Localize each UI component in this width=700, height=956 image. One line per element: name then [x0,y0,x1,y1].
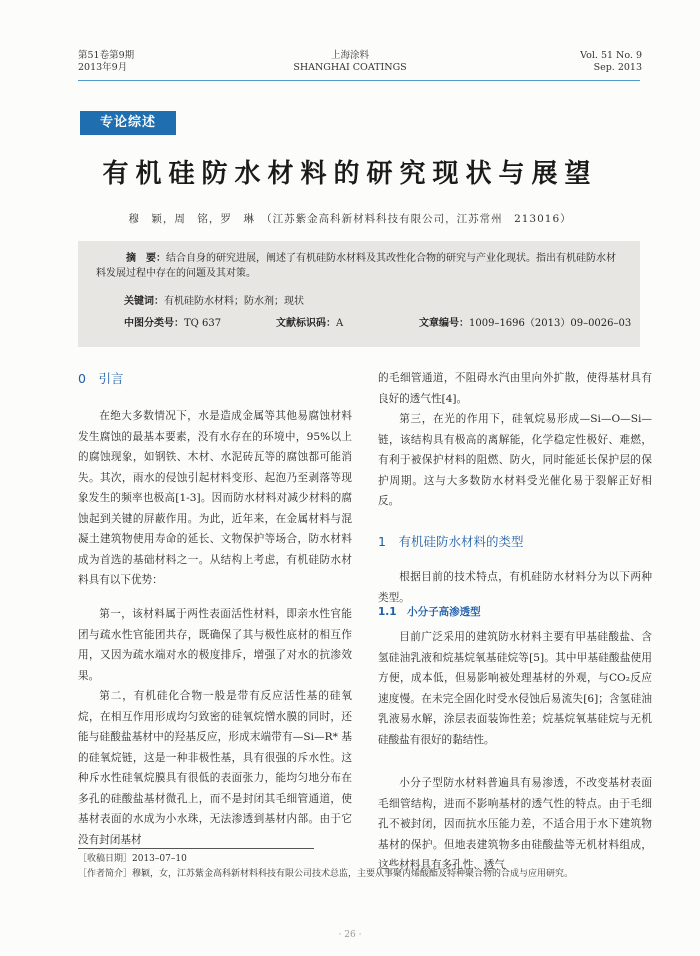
header-journal-en: SHANGHAI COATINGS [293,62,407,73]
paragraph [378,627,652,750]
header-volume-info-en [580,50,642,74]
paragraph [378,567,652,608]
header-volume-info [78,50,134,74]
paragraph-text: 第二，有机硅化合物一般是带有反应活性基的硅氧烷，在相互作用形成均匀致密的硅氧烷憎水膜的同时，还能与硅酸盐基材中的羟基反应，形成末端带有—Si—R* 基的硅氧烷链，这是一种非极性基，具有很强的斥水性。这种斥水性硅氧烷膜具有很低的表面张力，能均匀地分布在多孔的硅酸盐基材微孔上，而不是封闭其毛细管通道，使基材表面的水成为小水珠，无法渗透到基材内部。由于它没有封闭基材 [78,690,352,846]
clc-number [124,316,221,331]
paragraph [378,409,652,512]
page-number: · 26 · [338,930,362,940]
paragraph [78,686,352,850]
articleno-value: 1009–1696（2013）09–0026–03 [469,318,632,329]
keywords-value: 有机硅防水材料；防水剂；现状 [164,296,304,307]
article-title: 有机硅防水材料的研究现状与展望 [102,159,598,189]
clc-label: 中图分类号： [124,318,184,329]
paragraph [378,773,652,876]
paragraph-text: 在绝大多数情况下，水是造成金属等其他易腐蚀材料发生腐蚀的最基本要素，没有水存在的环境中，95%以上的腐蚀现象，如钢铁、木材、水泥砖瓦等的腐蚀都可能消失。其次，雨水的侵蚀引起材料变形、起泡乃至剥落等现象发生的频率也极高[1-3]。因而防水材料对减少材料的腐蚀起到关键的屏蔽作用。为此，近年来，在金属材料与混凝土建筑物使用寿命的延长、文物保护等场合，防水材料成为首选的基础材料之一。从结构上考虑，有机硅防水材料具有以下优势： [78,410,352,586]
keywords-label: 关键词： [124,296,164,307]
article-authors: 穆 颖，周 铭，罗 琳 （江苏紫金高科新材料科技有限公司，江苏常州 213016） [128,213,572,225]
footnote-divider [78,848,314,849]
paragraph-text: 第一，该材料属于两性表面活性材料，即亲水性官能团与疏水性官能团共存，既确保了其与极性底材的相互作用，又因为疏水端对水的极度排斥，增强了对水的抗渗效果。 [78,608,352,682]
paragraph [378,368,652,409]
header-journal-cn: 上海涂料 [330,50,369,61]
header-volume-en: Vol. 51 No. 9 [580,50,642,61]
article-number [419,316,631,331]
header-divider [78,80,640,81]
document-code [276,316,343,331]
footnote-author-bio: ［作者简介］穆颖，女，江苏紫金高科新材料科技有限公司技术总监，主要从事聚丙烯酸酯及特种聚合物的合成与应用研究。 [78,869,574,879]
abstract [96,251,620,281]
header-journal-name [260,50,440,74]
paragraph [78,406,352,591]
paragraph-text: 小分子型防水材料普遍具有易渗透，不改变基材表面毛细管结构，进而不影响基材的透气性的特点。由于毛细孔不被封闭，因而抗水压能力差，不适合用于水下建筑物基材的保护。但地表建筑物多由硅酸盐等无机材料组成，这些材料具有多孔性、透气 [378,777,652,871]
clc-value: TQ 637 [184,318,222,329]
paragraph-text: 的毛细管通道，不阻碍水汽由里向外扩散，使得基材具有良好的透气性[4]。 [378,372,652,405]
footnote-received-date: ［收稿日期］2013–07–10 [78,854,187,864]
doccode-value: A [336,318,344,329]
paragraph-text: 目前广泛采用的建筑防水材料主要有甲基硅酸盐、含氢硅油乳液和烷基烷氧基硅烷等[5]。其中甲基硅酸盐使用方便，成本低，但易影响被处理基材的外观，与CO₂反应速度慢。在未完全固化时受水侵蚀后易流失[6]；含氢硅油乳液易水解，涂层表面装饰性差；烷基烷氧基硅烷与无机硅酸盐有很好的黏结性。 [378,631,652,746]
abstract-label: 摘 要： [126,253,166,264]
heading-small-molecule: 1.1 小分子高渗透型 [378,606,481,618]
keywords [124,294,304,309]
articleno-label: 文章编号： [419,318,469,329]
paragraph [78,604,352,686]
paragraph-text: 第三，在光的作用下，硅氧烷易形成—Si—O—Si—链，该结构具有极高的离解能，化学稳定性极好、难燃，有利于被保护材料的阻燃、防火，同时能延长保护层的保护周期。这与大多数防水材料受光催化易于裂解正好相反。 [378,413,652,507]
doccode-label: 文献标识码： [276,318,336,329]
header-volume: 第51卷第9期 [78,50,135,61]
paragraph-text: 根据目前的技术特点，有机硅防水材料分为以下两种类型。 [378,571,652,604]
abstract-text: 结合自身的研究进展，阐述了有机硅防水材料及其改性化合物的研究与产业化现状。指出有机硅防水材料发展过程中存在的问题及其对策。 [96,253,616,279]
heading-types: 1 有机硅防水材料的类型 [378,534,524,549]
header-date-en: Sep. 2013 [593,62,642,73]
section-label: 专论综述 [80,111,176,135]
heading-introduction: 0 引言 [78,371,124,386]
header-date: 2013年9月 [78,62,128,73]
